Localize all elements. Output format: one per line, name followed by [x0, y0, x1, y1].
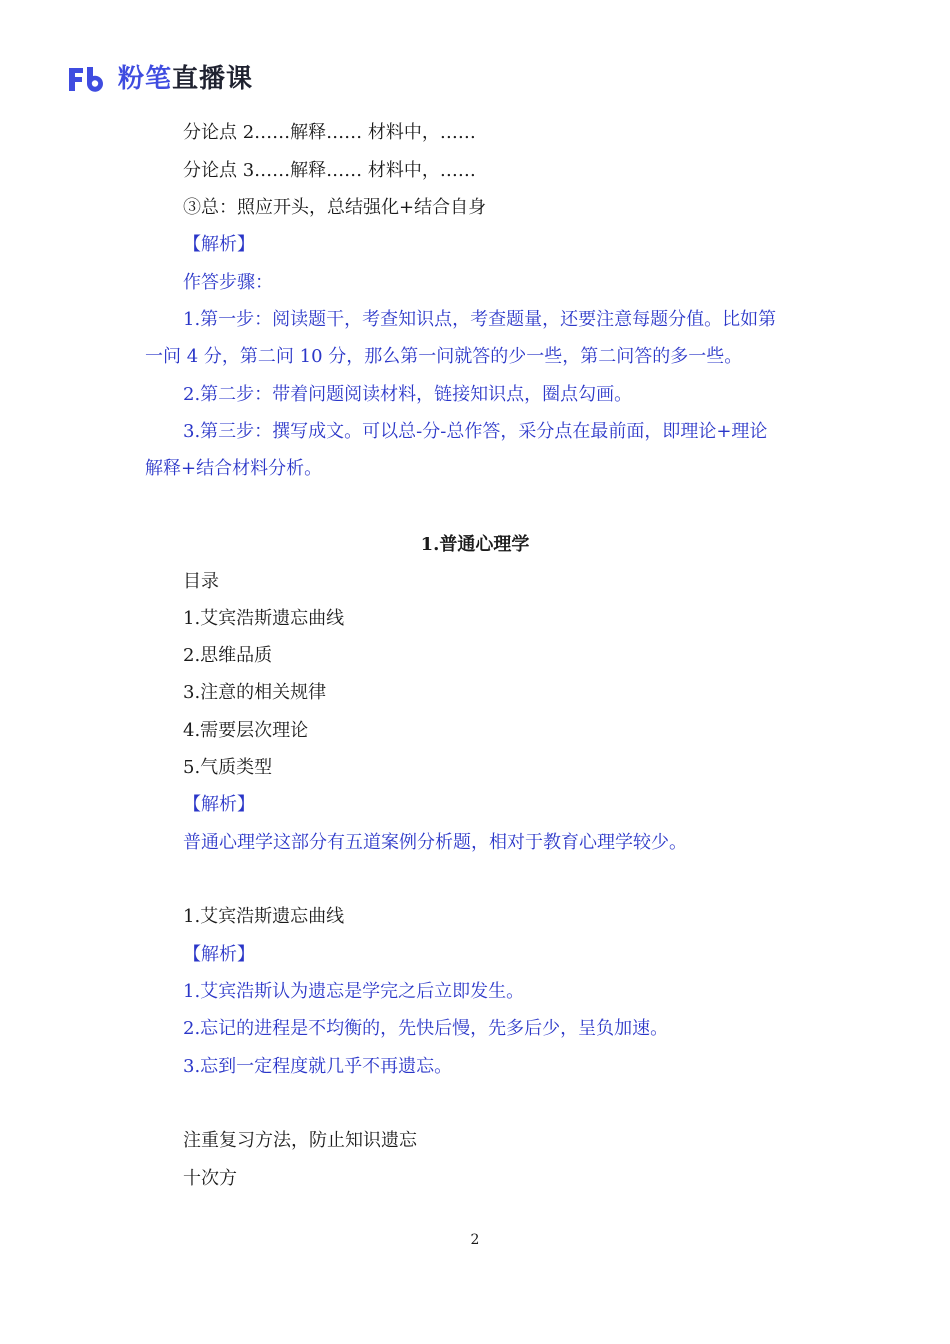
steps-title: 作答步骤：: [183, 272, 273, 293]
logo-brand-text: 粉笔: [118, 64, 173, 94]
step-1-line-2: 一问 4 分，第二问 10 分，那么第一问就答的少一些，第二问答的多一些。: [145, 346, 743, 367]
page-number: 2: [470, 1232, 480, 1248]
step-3-line-2: 解释+结合材料分析。: [145, 458, 323, 479]
toc-item: 5.气质类型: [183, 757, 273, 778]
sub-argument-2: 分论点 2……解释…… 材料中，……: [183, 122, 476, 143]
analysis-text: 普通心理学这部分有五道案例分析题，相对于教育心理学较少。: [183, 832, 687, 853]
subsection-title: 1.艾宾浩斯遗忘曲线: [183, 906, 345, 927]
section-heading: 1.普通心理学: [420, 534, 530, 555]
analysis-label: 【解析】: [183, 794, 255, 815]
review-method: 十次方: [183, 1168, 237, 1189]
conclusion-point: ③总：照应开头，总结强化+结合自身: [183, 197, 487, 218]
toc-item: 4.需要层次理论: [183, 720, 309, 741]
sub-argument-3: 分论点 3……解释…… 材料中，……: [183, 160, 476, 181]
toc-item: 1.艾宾浩斯遗忘曲线: [183, 608, 345, 629]
step-3-line-1: 3.第三步：撰写成文。可以总-分-总作答，采分点在最前面，即理论+理论: [183, 421, 768, 442]
fenbi-logo-icon: [66, 64, 110, 94]
analysis-label: 【解析】: [183, 234, 255, 255]
toc-title: 目录: [183, 571, 219, 592]
toc-item: 2.思维品质: [183, 645, 273, 666]
toc-item: 3.注意的相关规律: [183, 682, 327, 703]
analysis-point-1: 1.艾宾浩斯认为遗忘是学完之后立即发生。: [183, 981, 525, 1002]
step-1-line-1: 1.第一步：阅读题干，考查知识点，考查题量，还要注意每题分值。比如第: [183, 309, 777, 330]
analysis-point-3: 3.忘到一定程度就几乎不再遗忘。: [183, 1056, 453, 1077]
review-note: 注重复习方法，防止知识遗忘: [183, 1130, 417, 1151]
analysis-point-2: 2.忘记的进程是不均衡的，先快后慢，先多后少，呈负加速。: [183, 1018, 669, 1039]
step-2: 2.第二步：带着问题阅读材料，链接知识点，圈点勾画。: [183, 384, 633, 405]
header-logo: [66, 62, 253, 96]
analysis-label: 【解析】: [183, 944, 255, 965]
logo-wordmark: [118, 62, 253, 96]
logo-sub-text: 直播课: [172, 64, 254, 94]
